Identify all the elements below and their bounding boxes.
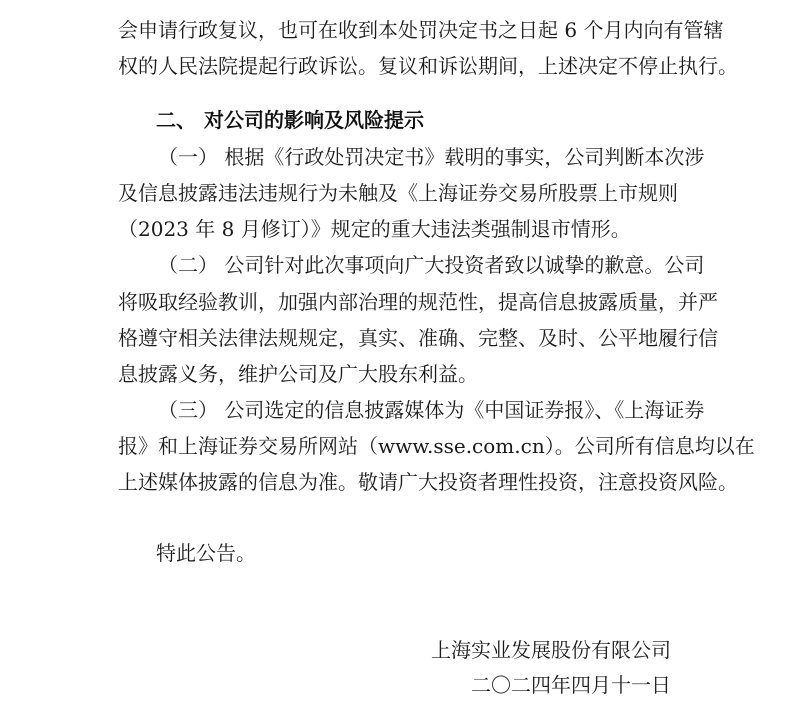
paragraph-line: （二） 公司针对此次事项向广大投资者致以诚挚的歉意。公司: [158, 253, 705, 277]
section-number: 二、: [156, 108, 196, 132]
paragraph-line: 上述媒体披露的信息为准。敬请广大投资者理性投资，注意投资风险。: [118, 470, 738, 494]
paragraph-line: 报》和上海证券交易所网站（www.sse.com.cn）。公司所有信息均以在: [118, 434, 755, 458]
paragraph-line: 会申请行政复议，也可在收到本处罚决定书之日起 6 个月内向有管辖: [118, 18, 724, 42]
paragraph-line: （三） 公司选定的信息披露媒体为《中国证券报》、《上海证券: [158, 398, 705, 422]
paragraph-line: 息披露义务，维护公司及广大股东利益。: [118, 362, 478, 386]
section-title: 对公司的影响及风险提示: [204, 108, 424, 132]
section-heading: [156, 108, 424, 132]
signature-date: 二〇二四年四月十一日: [471, 673, 671, 697]
paragraph-line: （一） 根据《行政处罚决定书》载明的事实，公司判断本次涉: [158, 145, 705, 169]
paragraph-line: 及信息披露违法违规行为未触及《上海证券交易所股票上市规则: [118, 181, 678, 205]
paragraph-line: 格遵守相关法律法规规定，真实、准确、完整、及时、公平地履行信: [118, 326, 718, 350]
paragraph-line: 将吸取经验教训，加强内部治理的规范性，提高信息披露质量，并严: [118, 290, 718, 314]
closing-text: 特此公告。: [156, 541, 256, 565]
paragraph-line: 权的人民法院提起行政诉讼。复议和诉讼期间，上述决定不停止执行。: [118, 54, 738, 78]
paragraph-line: （2023 年 8 月修订）》规定的重大违法类强制退市情形。: [118, 217, 631, 241]
signature-company: 上海实业发展股份有限公司: [431, 638, 671, 662]
